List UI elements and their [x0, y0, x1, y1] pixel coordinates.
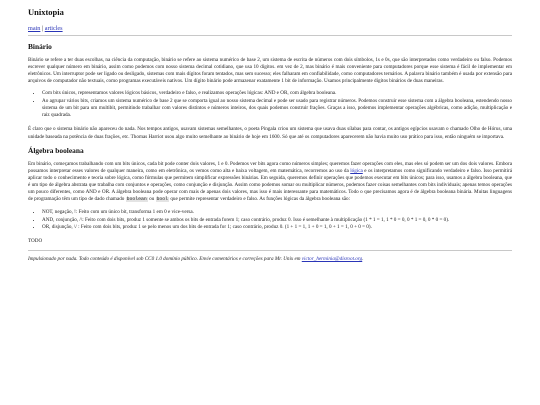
list-item: • NOT, negação, !: Feito com um único bit, transforma 1 em 0 e vice-versa.	[42, 209, 512, 216]
paragraph-text: Em binário, começamos trabalhando com um bits únicos, cada bit pode conter dois valores, 1 e 0. Podemos ver bits agora como números simples; queremos fazer operações com eles, mas eles só podem ser um dos dois valores. Embora possamos interpretar esses valores de qualquer maneira, como em eletrônica, os vemos como alta e baixa voltagem, em matemática, recorremos ao uso da	[28, 160, 512, 174]
code-bool: bool	[156, 197, 169, 203]
binary-uses-list	[28, 90, 512, 119]
nav-link-articles[interactable]: articles	[44, 25, 63, 32]
paragraph-text: que permite representar verdadeiro e falso. As funções lógicas da álgebra booleana são:	[169, 196, 351, 203]
footer-email-link[interactable]: victor_herminia@disroot.org	[301, 256, 363, 263]
list-item: • AND, conjunção, /\: Feito com dois bits, produz 1 somente se ambos os bits de entrada forem 1; caso contrário, produz 0. Isso é semelhante à multiplicação (1 * 1 = 1, 1 * 0 = 0, 0 * 1 = 0, 0 * 0 = 0).	[42, 217, 512, 224]
code-boolean: boolean	[126, 197, 147, 203]
site-title: Unixtopia	[28, 7, 64, 17]
binary-paragraph-2: É claro que o sistema binário não apareceu do nada. Nos tempos antigos, usavam sistemas semelhantes, o poeta Pingala criou um sistema que usava duas sílabas para contar, os antigos egípcios usavam o chamado Olho de Hórus, uma unidade baseada na potência de duas frações, etc. Thomas Harriot usou algo muito semelhante ao binário de hoje em 1600. Só que até os computadores aparecerem não havia muito uso prático para isso, então ninguém se importava.	[28, 126, 512, 140]
paragraph-text: ou	[147, 196, 156, 203]
logic-link[interactable]: lógica	[350, 167, 363, 174]
section-title-boolean: Álgebra booleana	[28, 145, 84, 155]
nav-link-main[interactable]: main	[28, 25, 41, 32]
header-divider	[28, 35, 512, 36]
paragraph-text: e os interpretamos como significando verdadeiro e falso. Isso permitirá aplicar todo o conhecimento e teoria sobre lógica, como fórmulas que permitem simplificar expressões binárias. Em seguida, queremos definir operações que podemos executar em bits únicos; para isso, usamos a álgebra booleana, que é um tipo de álgebra abstrata que trabalha com conjuntos e operações, como conjunção e disjunção. Assim como podemos somar ou multiplicar números, podemos fazer coisas semelhantes com bits individuais; apenas temos operações um pouco diferentes, como AND e OR. A álgebra booleana pode operar com mais de apenas dois valores, mas isso é mais interessante para matemáticos. Todo o que precisamos agora é de álgebra booleana binária. Muitas linguagens de programação têm um tipo de dado chamado	[28, 167, 512, 203]
nav-bar	[28, 25, 512, 32]
list-item: • Ao agrupar vários bits, criamos um sistema numérico de base 2 que se comporta igual ao nosso sistema decimal e pode ser usado para registrar números. Podemos construir esse sistema com a álgebra booleana, estendendo nosso sistema de um bit para um multibit, permitindo trabalhar com valores distintos e números inteiros, dos quais podemos construir frações. Graças a isso, podemos implementar operações algébricas, como adição, multiplicação e raiz quadrada.	[42, 98, 512, 119]
boolean-operations-list	[28, 209, 512, 232]
footer-text: Impulsionado por nada. Todo conteúdo é disponível sob CC0 1.0 domínio público. Envie comentários e correções para Mr. Unix em	[28, 256, 302, 263]
footer-end: .	[362, 256, 364, 263]
list-item: • OR, disjunção, \/ : Feito com dois bits, produz 1 se pelo menos um dos bits de entrada for 1; caso contrário, produz 0. (1 + 1 = 1, 1 + 0 = 1, 0 + 1 = 1, 0 + 0 = 0).	[42, 224, 512, 231]
binary-paragraph-1: Binário se refere a ter duas escolhas, na ciência da computação, binário se refere ao sistema numérico de base 2, um sistema de escrita de números com dois símbolos, 1s e 0s, que são interpretados como verdadeiro ou falso. Podemos escrever qualquer número em binário, assim como podemos com nosso sistema decimal cotidiano, que usa 10 dígitos. em vez de 2, mas binário é mais conveniente para computadores porque esse sistema é fácil de implementar em eletrônicos. Um interruptor pode ser ligado ou desligado, sistemas com mais dígitos foram tentados, mas sem sucesso; eles falharam em confiabilidade, como computadores ternários. A palavra binário também é usada por extensão para arquivos de computador não textuais, como programas executáveis nativos. Um dígito binário pode armazenar exatamente 1 bit de informação. Usamos principalmente dígitos binários de duas maneiras.	[28, 57, 512, 85]
boolean-paragraph-1	[28, 161, 512, 204]
footer	[28, 250, 512, 262]
nav-separator: |	[40, 25, 45, 32]
list-item: • Com bits únicos, representamos valores lógicos básicos, verdadeiro e falso, e realizamos operações lógicas: AND e OR, com álgebra booleana.	[42, 90, 512, 97]
todo-text: TODO	[28, 238, 43, 245]
section-title-binary: Binário	[28, 42, 52, 51]
